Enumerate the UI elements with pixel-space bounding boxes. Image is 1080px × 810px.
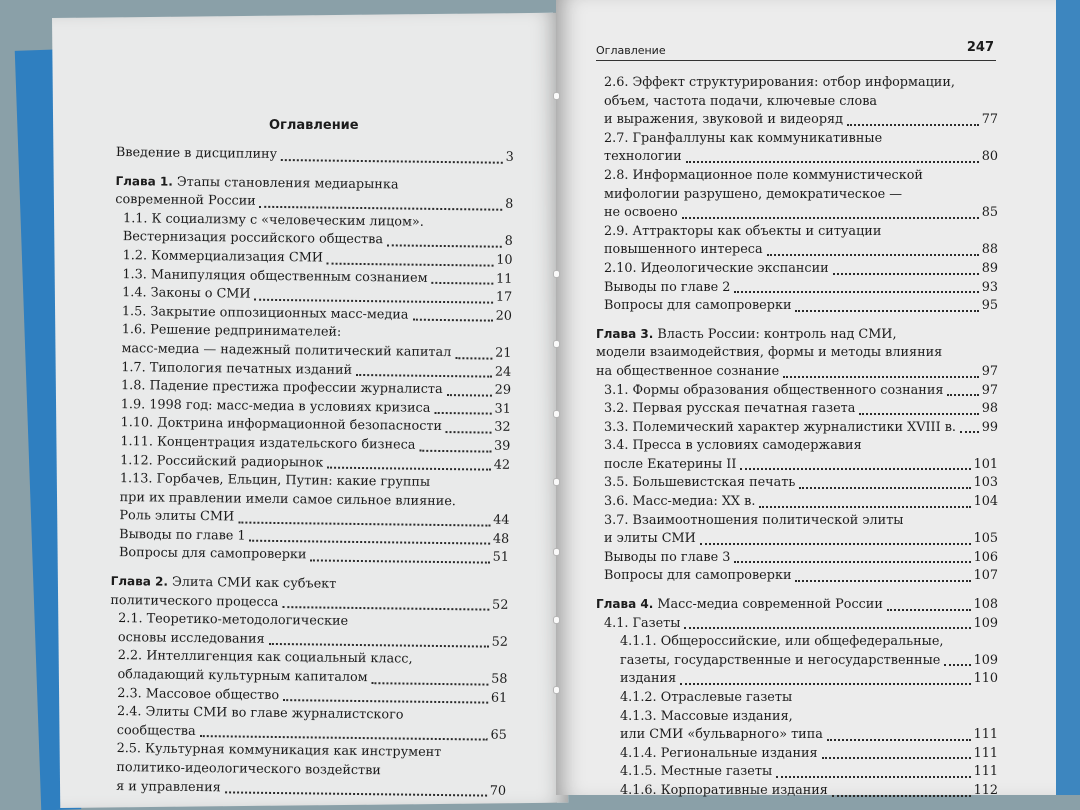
toc-page-number: 106 bbox=[973, 549, 998, 565]
toc-page-number: 97 bbox=[981, 363, 998, 379]
dot-leader bbox=[412, 319, 492, 322]
toc-entry bbox=[596, 297, 998, 316]
toc-page-number: 61 bbox=[490, 690, 508, 706]
toc-entry-text: сообщества bbox=[116, 722, 196, 739]
dot-leader bbox=[434, 412, 491, 415]
dot-leader bbox=[822, 757, 971, 759]
toc-chapter-entry bbox=[115, 172, 513, 215]
toc-entry-text: масс-медиа — надежный политический капитал bbox=[121, 341, 452, 361]
toc-entry-text: 2.9. Аттракторы как объекты и ситуации bbox=[604, 223, 882, 239]
toc-entry-text: Вопросы для самопроверки bbox=[604, 568, 792, 584]
dot-leader bbox=[734, 291, 978, 293]
toc-entry bbox=[596, 763, 998, 782]
toc-entry-text: 4.1.6. Корпоративные издания bbox=[620, 782, 828, 798]
toc-chapter-entry bbox=[596, 325, 998, 382]
dot-leader bbox=[859, 413, 978, 415]
toc-entry bbox=[113, 321, 511, 363]
dot-leader bbox=[887, 609, 971, 611]
dot-leader bbox=[799, 487, 970, 489]
toc-entry-text: 1.1. К социализму с «человеческим лицом». bbox=[123, 210, 424, 230]
toc-entry-text: мифологии разрушено, демократическое — bbox=[604, 186, 903, 202]
toc-entry-text: 4.1.2. Отраслевые газеты bbox=[620, 690, 793, 705]
toc-entry-text: Роль элиты СМИ bbox=[119, 508, 235, 525]
toc-entry-text: 4.1.3. Массовые издания, bbox=[620, 708, 793, 724]
toc-entry-text: объем, частота подачи, ключевые слова bbox=[604, 93, 878, 109]
toc-entry bbox=[596, 419, 998, 438]
toc-page-number: 110 bbox=[973, 671, 998, 687]
toc-entry-text: 1.4. Законы о СМИ bbox=[122, 285, 251, 302]
toc-entry-text: Этапы становления медиарынка bbox=[176, 174, 399, 193]
dot-leader bbox=[960, 431, 979, 433]
toc-entry-text: 2.10. Идеологические экспансии bbox=[604, 260, 829, 276]
toc-entry-text: и элиты СМИ bbox=[604, 531, 696, 547]
toc-page-number: 3 bbox=[505, 149, 514, 165]
toc-page-number: 98 bbox=[981, 401, 998, 417]
toc-page-number: 105 bbox=[973, 531, 998, 547]
toc-entry-text: 2.4. Элиты СМИ во главе журналистского bbox=[116, 704, 404, 723]
toc-page-number: 39 bbox=[493, 438, 511, 454]
toc-entry-text: 2.7. Гранфаллуны как коммуникативные bbox=[604, 130, 883, 146]
toc-page-number: 101 bbox=[973, 456, 998, 472]
dot-leader bbox=[372, 682, 489, 685]
toc-entry bbox=[596, 130, 998, 167]
running-head-title: Оглавление bbox=[596, 44, 666, 57]
toc-entry bbox=[111, 470, 510, 531]
dot-leader bbox=[734, 561, 970, 563]
toc-entry-text: модели взаимодействия, формы и методы влияния bbox=[596, 345, 943, 361]
toc-entry-text: 1.8. Падение престижа профессии журналиста bbox=[120, 378, 443, 398]
toc-entry-text: 3.1. Формы образования общественного сознания bbox=[604, 382, 944, 398]
toc-entry-text: Масс-медиа современной России bbox=[657, 597, 883, 613]
toc-entry-text: 4.1.1. Общероссийские, или общефедеральные, bbox=[620, 634, 944, 650]
dot-leader bbox=[419, 449, 491, 452]
chapter-label: Глава 2. bbox=[110, 574, 169, 589]
dot-leader bbox=[255, 298, 493, 303]
dot-leader bbox=[281, 159, 503, 164]
dot-leader bbox=[432, 282, 494, 285]
toc-entry-text: при их правлении имели самое сильное влияние. bbox=[119, 489, 456, 509]
dot-leader bbox=[455, 357, 492, 359]
dot-leader bbox=[686, 161, 979, 163]
dot-leader bbox=[740, 468, 970, 470]
toc-page-number: 44 bbox=[493, 512, 510, 529]
toc-entry-text: обладающий культурным капиталом bbox=[117, 667, 368, 686]
toc-entry bbox=[596, 549, 998, 568]
dot-leader bbox=[225, 792, 487, 797]
dot-leader bbox=[682, 217, 979, 219]
toc-entry bbox=[596, 512, 998, 549]
toc-entry-text: Вестернизация российского общества bbox=[122, 229, 384, 248]
toc-entry bbox=[596, 615, 998, 634]
toc-entry-text: политико-идеологического воздействи bbox=[116, 760, 381, 779]
toc-entry bbox=[596, 745, 998, 764]
toc-page-number: 52 bbox=[491, 634, 509, 650]
toc-entry-text: 1.6. Решение редпринимателей: bbox=[121, 322, 342, 341]
toc-page-number: 70 bbox=[489, 783, 507, 799]
toc-entry-text: газеты, государственные и негосударственные bbox=[620, 652, 941, 668]
toc-page-number: 95 bbox=[981, 298, 998, 314]
toc-page-number: 20 bbox=[495, 308, 513, 324]
dot-leader bbox=[833, 273, 979, 275]
toc-page-number: 65 bbox=[490, 727, 507, 743]
toc-page-number: 111 bbox=[973, 727, 998, 743]
toc-entry-text: Элита СМИ как субъект bbox=[171, 574, 337, 592]
toc-entry-text: Власть России: контроль над СМИ, bbox=[657, 326, 897, 342]
toc-entry-text: Введение в дисциплину bbox=[115, 144, 278, 162]
toc-entry-text: 1.7. Типология печатных изданий bbox=[121, 359, 353, 378]
toc-page-number: 111 bbox=[973, 745, 998, 761]
toc-page-number: 10 bbox=[496, 252, 513, 268]
toc-entry-text: 3.3. Полемический характер журналистики XVIII в. bbox=[604, 419, 956, 435]
dot-leader bbox=[310, 559, 489, 563]
toc-entry-text: технологии bbox=[604, 149, 682, 165]
toc-entry bbox=[596, 167, 998, 223]
toc-entry-text: 2.2. Интеллигенция как социальный класс, bbox=[117, 648, 413, 668]
toc-entry-text: Выводы по главе 3 bbox=[604, 549, 731, 565]
toc-entry-text: 3.7. Взаимоотношения политической элиты bbox=[604, 512, 904, 528]
page-number: 247 bbox=[966, 40, 994, 55]
toc-entry-text: Вопросы для самопроверки bbox=[118, 545, 307, 563]
toc-entry bbox=[596, 437, 998, 474]
toc-entry bbox=[596, 223, 998, 260]
toc-entry-text: я и управления bbox=[116, 778, 221, 795]
toc-entry-text: 4.1. Газеты bbox=[604, 615, 681, 631]
toc-entry-text: и выражения, звуковой и видеоряд bbox=[604, 112, 843, 128]
toc-entry-text: 2.3. Массовое общество bbox=[117, 685, 280, 703]
dot-leader bbox=[827, 739, 971, 741]
dot-leader bbox=[759, 506, 970, 508]
toc-entry-text: не освоено bbox=[604, 205, 678, 221]
toc-entry-text: 3.6. Масс-медиа: XX в. bbox=[604, 494, 756, 510]
toc-page-number: 112 bbox=[973, 782, 998, 798]
dot-leader bbox=[250, 540, 490, 545]
toc-page-number: 32 bbox=[494, 419, 511, 436]
dot-leader bbox=[447, 394, 492, 397]
toc-entry-text: издания bbox=[620, 671, 677, 687]
toc-entry-text: 4.1.4. Региональные издания bbox=[620, 745, 818, 761]
dot-leader bbox=[260, 206, 502, 211]
dot-leader bbox=[795, 580, 970, 582]
dot-leader bbox=[327, 467, 491, 471]
toc-entry-text: 2.8. Информационное поле коммунистической bbox=[604, 167, 923, 183]
toc-entry-text: 3.4. Пресса в условиях самодержавия bbox=[604, 438, 862, 454]
toc-page-number: 80 bbox=[981, 149, 998, 165]
toc-entry-text: 2.6. Эффект структурирования: отбор информации, bbox=[604, 75, 955, 90]
toc-page-number: 21 bbox=[495, 345, 512, 361]
toc-entry bbox=[596, 74, 998, 130]
toc-page-number: 52 bbox=[492, 597, 509, 613]
dot-leader bbox=[356, 374, 492, 378]
dot-leader bbox=[282, 606, 489, 611]
dot-leader bbox=[269, 643, 489, 648]
toc-page-number: 93 bbox=[981, 279, 998, 295]
toc-page-number: 11 bbox=[495, 271, 513, 287]
toc-entry bbox=[111, 544, 509, 567]
toc-entry bbox=[596, 260, 998, 279]
toc-entry-text: 3.5. Большевистская печать bbox=[604, 475, 796, 491]
dot-leader bbox=[327, 262, 493, 266]
toc-entry bbox=[596, 400, 998, 419]
toc-entry bbox=[596, 493, 998, 512]
toc-entry-text: 1.12. Российский радиорынок bbox=[120, 452, 324, 471]
toc-chapter-entry bbox=[596, 595, 998, 615]
chapter-label: Глава 1. bbox=[115, 173, 173, 189]
toc-entry bbox=[596, 474, 998, 493]
toc-page-number: 99 bbox=[981, 419, 998, 435]
toc-page-number: 88 bbox=[981, 242, 998, 258]
dot-leader bbox=[680, 683, 970, 685]
toc-entry-text: 4.1.5. Местные газеты bbox=[620, 764, 773, 780]
toc-page-number: 58 bbox=[491, 671, 508, 687]
toc-page-number: 104 bbox=[973, 494, 998, 510]
dot-leader bbox=[783, 376, 979, 378]
toc-entry bbox=[109, 703, 507, 745]
toc-page-number: 85 bbox=[981, 205, 998, 221]
toc-entry bbox=[115, 210, 513, 252]
toc-page-number: 17 bbox=[495, 289, 513, 306]
toc-entry bbox=[596, 279, 998, 298]
dot-leader bbox=[847, 124, 979, 126]
toc-entry-text: 3.2. Первая русская печатная газета bbox=[604, 401, 856, 417]
toc-left-column bbox=[108, 144, 514, 801]
toc-entry-text: или СМИ «бульварного» типа bbox=[620, 727, 823, 743]
toc-entry-text: Выводы по главе 1 bbox=[119, 526, 246, 544]
toc-entry-text: политического процесса bbox=[110, 592, 279, 610]
toc-entry bbox=[596, 382, 998, 401]
toc-page-number: 89 bbox=[981, 260, 998, 276]
toc-page-number: 109 bbox=[973, 615, 998, 631]
dot-leader bbox=[446, 431, 491, 434]
toc-entry-text: 2.5. Культурная коммуникация как инструмент bbox=[116, 741, 442, 761]
toc-page-number: 103 bbox=[973, 475, 998, 491]
toc-page-number: 29 bbox=[494, 382, 512, 398]
toc-page-number: 97 bbox=[981, 382, 998, 398]
toc-chapter-entry bbox=[110, 572, 508, 615]
toc-entry-text: 1.3. Манипуляция общественным сознанием bbox=[122, 266, 428, 286]
toc-entry-text: 1.2. Коммерциализация СМИ bbox=[122, 248, 324, 266]
toc-entry-text: 2.1. Теоретико-методологические bbox=[118, 611, 349, 630]
dot-leader bbox=[200, 735, 488, 741]
dot-leader bbox=[947, 394, 978, 396]
toc-entry-text: 1.5. Закрытие оппозиционных масс-медиа bbox=[121, 303, 409, 323]
toc-entry-text: повышенного интереса bbox=[604, 242, 763, 258]
toc-entry-text: основы исследования bbox=[117, 629, 265, 647]
toc-entry-text: современной России bbox=[115, 192, 256, 209]
toc-entry bbox=[116, 144, 514, 167]
toc-entry-text: после Екатерины II bbox=[604, 456, 737, 472]
toc-entry bbox=[596, 567, 998, 586]
toc-heading: Оглавление bbox=[269, 118, 359, 133]
toc-entry-text: 1.13. Горбачев, Ельцин, Путин: какие группы bbox=[119, 471, 431, 490]
dot-leader bbox=[700, 543, 971, 545]
toc-page-number: 51 bbox=[492, 550, 510, 566]
toc-entry-text: Выводы по главе 2 bbox=[604, 279, 731, 295]
dot-leader bbox=[767, 254, 979, 256]
toc-page-number: 42 bbox=[493, 457, 511, 473]
dot-leader bbox=[238, 521, 490, 526]
toc-page-number: 48 bbox=[492, 531, 510, 547]
toc-entry bbox=[596, 689, 998, 708]
toc-entry bbox=[109, 647, 507, 689]
dot-leader bbox=[684, 627, 970, 629]
chapter-label: Глава 3. bbox=[596, 326, 654, 341]
toc-entry bbox=[108, 740, 507, 801]
running-head bbox=[596, 40, 996, 61]
toc-page-number: 8 bbox=[505, 196, 514, 213]
toc-page-number: 31 bbox=[494, 401, 511, 417]
toc-page-number: 8 bbox=[504, 234, 513, 250]
toc-entry-text: на общественное сознание bbox=[596, 363, 780, 379]
toc-page-number: 107 bbox=[973, 568, 998, 584]
toc-page-number: 111 bbox=[973, 764, 998, 780]
toc-page-number: 109 bbox=[973, 652, 998, 668]
binding-stitch-holes bbox=[551, 0, 561, 795]
toc-page-number: 24 bbox=[494, 364, 512, 380]
toc-entry bbox=[110, 610, 508, 652]
toc-page-number: 77 bbox=[981, 112, 998, 128]
dot-leader bbox=[283, 699, 488, 704]
dot-leader bbox=[776, 776, 970, 778]
toc-entry bbox=[596, 633, 998, 689]
toc-right-column bbox=[596, 74, 998, 801]
toc-entry-text: Вопросы для самопроверки bbox=[604, 298, 792, 314]
toc-page-number: 108 bbox=[973, 597, 998, 613]
toc-entry-text: 1.10. Доктрина информационной безопасности bbox=[120, 415, 443, 435]
toc-entry bbox=[596, 782, 998, 801]
dot-leader bbox=[944, 664, 970, 666]
toc-entry-text: 1.9. 1998 год: масс-медиа в условиях кризиса bbox=[120, 396, 431, 416]
chapter-label: Глава 4. bbox=[596, 597, 654, 612]
dot-leader bbox=[387, 244, 502, 247]
toc-entry bbox=[596, 708, 998, 745]
dot-leader bbox=[795, 310, 978, 312]
toc-entry-text: 1.11. Концентрация издательского бизнеса bbox=[120, 433, 416, 453]
